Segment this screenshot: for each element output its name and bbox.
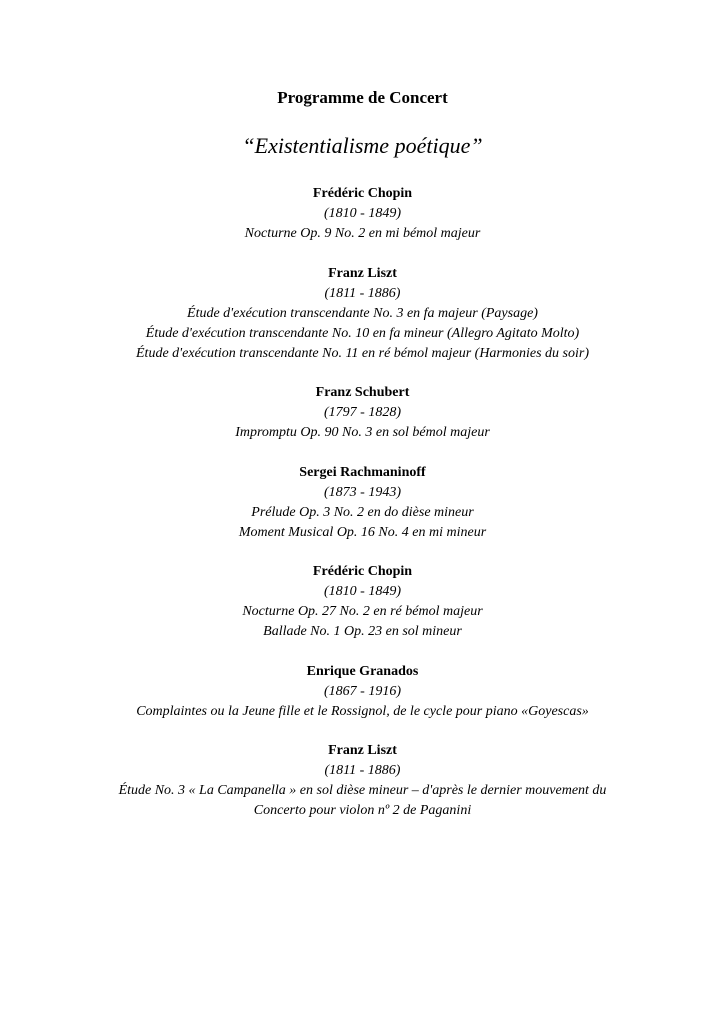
composer-name: Franz Liszt <box>328 265 397 281</box>
work-title: Nocturne Op. 9 No. 2 en mi bémol majeur <box>244 226 481 241</box>
pieces-list <box>0 184 725 841</box>
work-title: Étude d'exécution transcendante No. 10 en fa mineur (Allegro Agitato Molto) <box>145 325 580 341</box>
piece-block <box>0 264 725 364</box>
composer-dates: (1811 - 1886) <box>324 763 401 778</box>
piece-block <box>0 562 725 642</box>
piece-block <box>0 662 725 722</box>
program-title: Programme de Concert <box>277 88 448 107</box>
composer-dates: (1867 - 1916) <box>324 683 401 699</box>
work-title: Étude d'exécution transcendante No. 3 en fa majeur (Paysage) <box>187 305 538 321</box>
composer-dates: (1810 - 1849) <box>324 206 401 221</box>
composer-name: Frédéric Chopin <box>312 186 413 201</box>
composer-dates: (1797 - 1828) <box>324 405 401 420</box>
composer-name: Franz Schubert <box>315 385 410 400</box>
work-title: Étude d'exécution transcendante No. 11 en ré bémol majeur (Harmonies du soir) <box>136 345 589 361</box>
work-title: Ballade No. 1 Op. 23 en sol mineur <box>263 624 462 639</box>
program-subtitle: “Existentialisme poétique” <box>242 133 483 158</box>
work-title: Moment Musical Op. 16 No. 4 en mi mineur <box>238 524 487 540</box>
composer-dates: (1811 - 1886) <box>324 285 401 301</box>
composer-dates: (1810 - 1849) <box>324 584 401 599</box>
composer-name: Franz Liszt <box>328 743 397 758</box>
work-title: Étude No. 3 « La Campanella » en sol dièse mineur – d'après le dernier mouvement du Concerto pour violon nº 2 de Paganini <box>118 783 607 818</box>
work-title: Prélude Op. 3 No. 2 en do dièse mineur <box>251 504 474 520</box>
work-title: Nocturne Op. 27 No. 2 en ré bémol majeur <box>242 604 483 619</box>
composer-name: Sergei Rachmaninoff <box>299 464 426 480</box>
composer-dates: (1873 - 1943) <box>324 484 401 500</box>
piece-block <box>0 184 725 244</box>
piece-block <box>0 463 725 543</box>
work-title: Complaintes ou la Jeune fille et le Rossignol, de le cycle pour piano «Goyescas» <box>136 703 589 719</box>
composer-name: Enrique Granados <box>306 663 419 679</box>
work-title: Impromptu Op. 90 No. 3 en sol bémol majeur <box>235 425 490 440</box>
piece-block <box>0 741 725 821</box>
piece-block <box>0 383 725 443</box>
composer-name: Frédéric Chopin <box>312 564 413 579</box>
